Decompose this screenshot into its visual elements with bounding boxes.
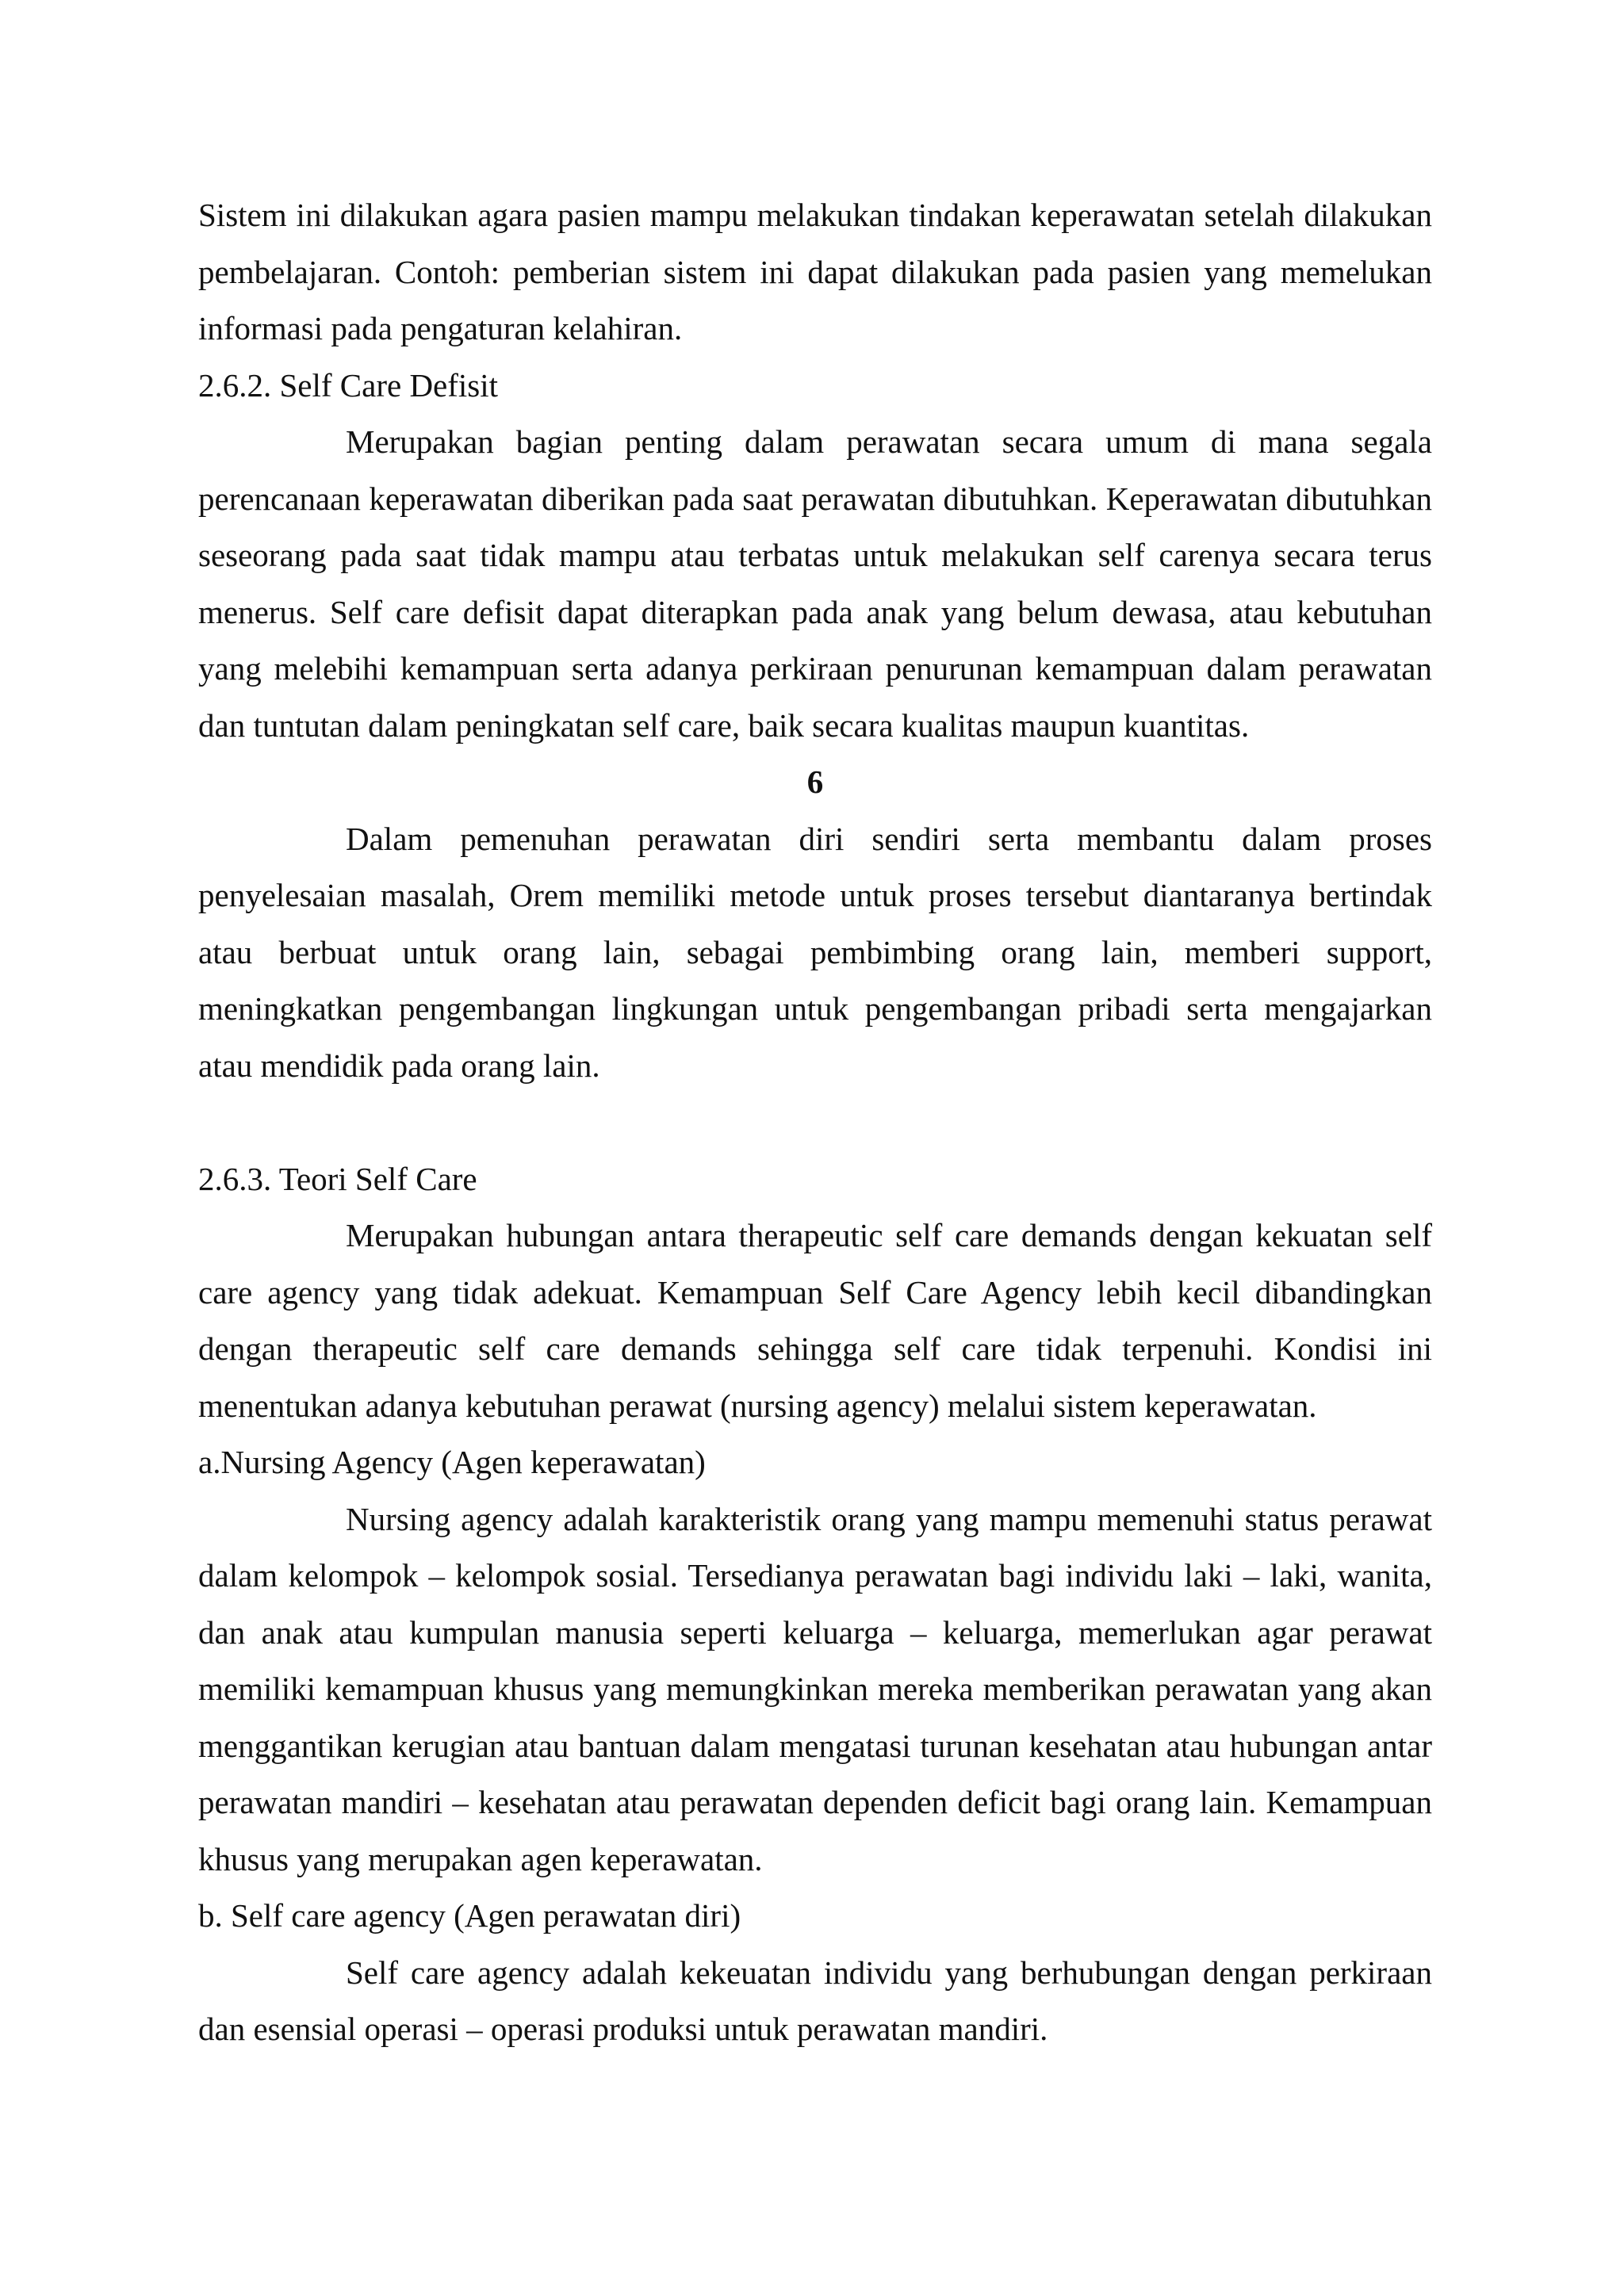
section-heading-2-6-3: 2.6.3. Teori Self Care [198,1160,477,1197]
paragraph-nursing-agency: Nursing agency adalah karakteristik orang yang mampu memenuhi status perawat dalam kelompok – kelompok sosial. Tersedianya perawatan bagi individu laki – laki, wanita, dan anak atau kumpulan manusia seperti keluarga – keluarga, memerlukan agar perawat memiliki kemampuan khusus yang memungkinkan mereka memberikan perawatan yang akan menggantikan kerugian atau bantuan dalam mengatasi turunan kesehatan atau hubungan antar perawatan mandiri – kesehatan atau perawatan dependen deficit bagi orang lain. Kemampuan khusus yang merupakan agen keperawatan. [198,1500,1432,1877]
subheading-nursing-agency: a.Nursing Agency (Agen keperawatan) [198,1444,706,1480]
section-heading-2-6-2: 2.6.2. Self Care Defisit [198,366,499,404]
paragraph-teori-self-care: Merupakan hubungan antara therapeutic self care demands dengan kekuatan self care agency yang tidak adekuat. Kemampuan Self Care Agency lebih kecil dibandingkan dengan therapeutic self care demands sehingga self care tidak terpenuhi. Kondisi ini menentukan adanya kebutuhan perawat (nursing agency) melalui sistem keperawatan. [198,1217,1432,1424]
paragraph-self-care-defisit: Merupakan bagian penting dalam perawatan secara umum di mana segala perencanaan keperawatan diberikan pada saat perawatan dibutuhkan. Keperawatan dibutuhkan seseorang pada saat tidak mampu atau terbatas untuk melakukan self carenya secara terus menerus. Self care defisit dapat diterapkan pada anak yang belum dewasa, atau kebutuhan yang melebihi kemampuan serta adanya perkiraan penurunan kemampuan dalam perawatan dan tuntutan dalam peningkatan self care, baik secara kualitas maupun kuantitas. [198,423,1432,744]
page-number: 6 [806,763,824,800]
blank-line [198,1094,1432,1151]
subheading-self-care-agency: b. Self care agency (Agen perawatan diri) [198,1897,741,1934]
paragraph-self-care-agency: Self care agency adalah kekeuatan individu yang berhubungan dengan perkiraan dan esensial operasi – operasi produksi untuk perawatan mandiri. [198,1954,1432,2047]
paragraph-orem-method: Dalam pemenuhan perawatan diri sendiri serta membantu dalam proses penyelesaian masalah, Orem memiliki metode untuk proses tersebut diantaranya bertindak atau berbuat untuk orang lain, sebagai pembimbing orang lain, memberi support, meningkatkan pengembangan lingkungan untuk pengembangan pribadi serta mengajarkan atau mendidik pada orang lain. [198,820,1432,1084]
paragraph-intro: Sistem ini dilakukan agara pasien mampu melakukan tindakan keperawatan setelah dilakukan pembelajaran. Contoh: pemberian sistem ini dapat dilakukan pada pasien yang memelukan informasi pada pengaturan kelahiran. [198,197,1432,346]
page-content [198,187,1432,2058]
